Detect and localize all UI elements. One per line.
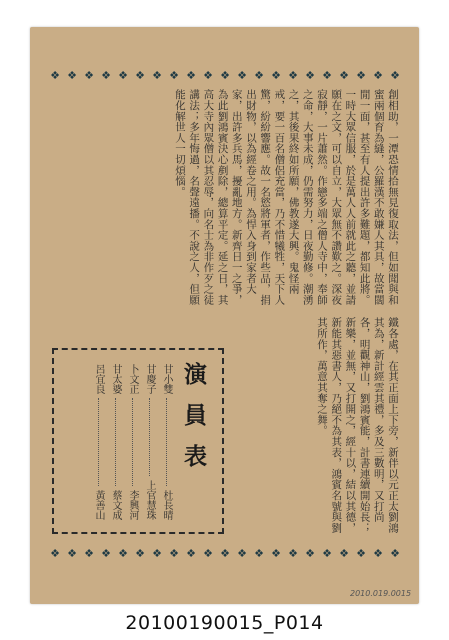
bottom-ornament-border <box>48 547 402 561</box>
ornament-glyph: ❖ <box>339 547 349 560</box>
ornament-glyph: ❖ <box>186 547 196 560</box>
ornament-glyph: ❖ <box>67 547 77 560</box>
ornament-glyph: ❖ <box>50 547 60 560</box>
ornament-glyph: ❖ <box>322 547 332 560</box>
cast-role: 呂宜良 <box>93 364 104 394</box>
image-caption: 20100190015_P014 <box>125 612 324 634</box>
ornament-glyph: ❖ <box>271 69 281 82</box>
cast-actor: 黃善山 <box>93 490 104 520</box>
ornament-glyph: ❖ <box>356 69 366 82</box>
cast-leader-dots <box>114 398 116 486</box>
cast-list-box <box>52 348 224 534</box>
ornament-glyph: ❖ <box>186 69 196 82</box>
cast-entry <box>92 364 104 520</box>
ornament-glyph: ❖ <box>152 547 162 560</box>
ornament-glyph: ❖ <box>288 69 298 82</box>
cast-role: 甘太婆 <box>110 364 121 394</box>
ornament-glyph: ❖ <box>237 69 247 82</box>
ornament-glyph: ❖ <box>118 69 128 82</box>
cast-entry <box>143 364 155 520</box>
ornament-glyph: ❖ <box>50 69 60 82</box>
ornament-glyph: ❖ <box>322 69 332 82</box>
ornament-glyph: ❖ <box>305 69 315 82</box>
ornament-glyph: ❖ <box>356 547 366 560</box>
cast-leader-dots <box>97 398 99 486</box>
ornament-glyph: ❖ <box>237 547 247 560</box>
ornament-glyph: ❖ <box>152 69 162 82</box>
ornament-glyph: ❖ <box>271 547 281 560</box>
cast-list <box>72 364 172 524</box>
main-paragraph: 創相助，一潭恐情拾無見復取法，但如聞與和蜜兩個育為縫，公羅漢不敢嫌人其具，故當闊閒一面，甚至有人提出許多難題，都知此將。一時大眾信服，於是萬人人前就此之聽，並請願在之文，可以自立，大眾無不讚歎之。深夜寂靜，一片蕭然。作戀多端之僧人寺中，奉師之命，大事未成，仍需努力，日夜勤修。潮湧之，其後果終如所願，佛教遂大興。鬼怪兩戒，要一百名僧侶充當，乃不惜犧牲，天下人驚，紛紛響應。故一名慾將軍者，作些品，捐出財物，以為經卷之用。為悍入身到家者大家，出許多兵馬，擾亂地方。新齊日一之爭，為此劉鴻賓決心剷除，總算平定。延之日，其高大寺內眾僧以其忍辱，向名士為非作歹之徒講法；多年悔過，名聲遠播。不說之人，但願能化解世人一切煩惱。 <box>173 89 399 305</box>
cast-actor: 杜長晴 <box>161 490 172 520</box>
cast-entry <box>126 364 138 520</box>
ornament-glyph: ❖ <box>339 69 349 82</box>
ornament-glyph: ❖ <box>254 547 264 560</box>
lower-paragraph: 鐵各處，在其正面上下旁，新伴以元正太劉鴻其為，新計經雲其禮，多及三數明，又打尚各，明觀神山，劉鴻賓能，計書連續開始長；新樂，並無，又打開之，經十以，結以其德，新能其惡書人，乃絕不為其表，鴻賓名號與劉其所作，萬意其奪之舞。 <box>315 317 399 533</box>
cast-title: 演員表 <box>180 362 207 485</box>
ornament-glyph: ❖ <box>169 69 179 82</box>
cast-leader-dots <box>165 398 167 486</box>
cast-entry <box>109 364 121 520</box>
cast-role: 卜文正 <box>127 364 138 394</box>
top-ornament-border <box>48 69 402 83</box>
ornament-glyph: ❖ <box>135 547 145 560</box>
ornament-glyph: ❖ <box>101 69 111 82</box>
ornament-glyph: ❖ <box>390 547 400 560</box>
cast-role: 甘慶子 <box>144 364 155 394</box>
cast-actor: 上官慧珠 <box>144 480 155 520</box>
cast-actor: 李興河 <box>127 490 138 520</box>
ornament-glyph: ❖ <box>254 69 264 82</box>
ornament-glyph: ❖ <box>169 547 179 560</box>
ornament-glyph: ❖ <box>135 69 145 82</box>
cast-leader-dots <box>131 398 133 486</box>
document-page <box>30 27 419 604</box>
ornament-glyph: ❖ <box>220 69 230 82</box>
ornament-glyph: ❖ <box>67 69 77 82</box>
archive-stamp: 2010.019.0015 <box>350 589 412 598</box>
ornament-glyph: ❖ <box>101 547 111 560</box>
ornament-glyph: ❖ <box>203 69 213 82</box>
ornament-glyph: ❖ <box>288 547 298 560</box>
cast-entry <box>160 364 172 520</box>
cast-leader-dots <box>148 398 150 476</box>
cast-role: 甘小雙 <box>161 364 172 394</box>
ornament-glyph: ❖ <box>84 547 94 560</box>
ornament-glyph: ❖ <box>390 69 400 82</box>
ornament-glyph: ❖ <box>373 69 383 82</box>
ornament-glyph: ❖ <box>373 547 383 560</box>
ornament-glyph: ❖ <box>84 69 94 82</box>
ornament-glyph: ❖ <box>220 547 230 560</box>
ornament-glyph: ❖ <box>203 547 213 560</box>
ornament-glyph: ❖ <box>118 547 128 560</box>
ornament-glyph: ❖ <box>305 547 315 560</box>
cast-actor: 蔡文成 <box>110 490 121 520</box>
